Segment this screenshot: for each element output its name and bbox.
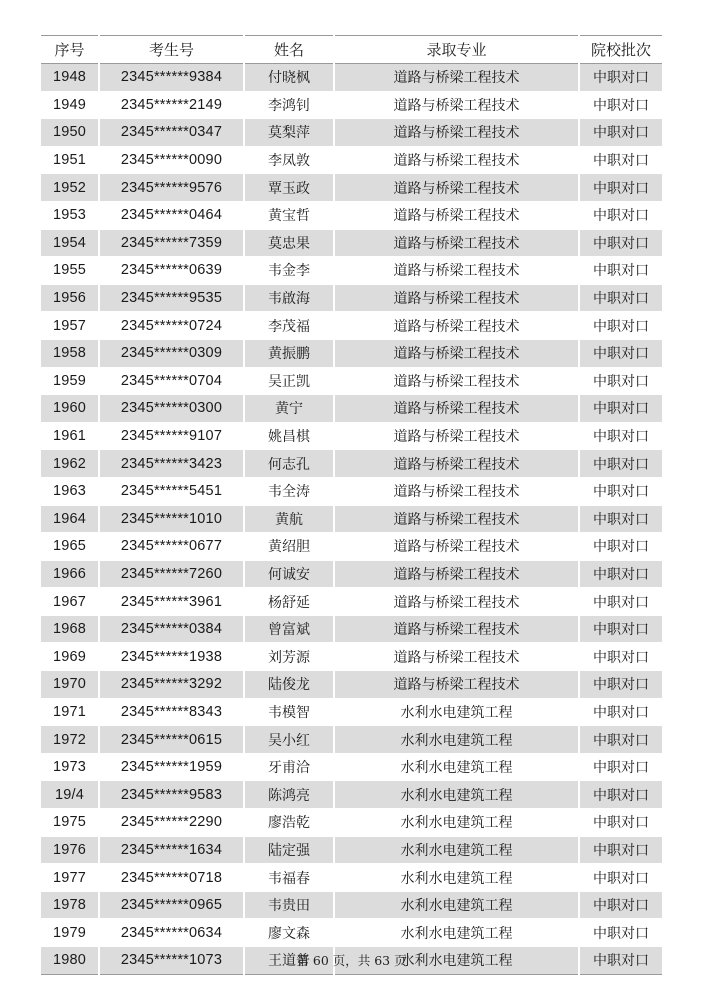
cell-batch: 中职对口 — [579, 781, 662, 809]
cell-exam-id: 2345******9535 — [99, 284, 244, 312]
cell-name: 王道普 — [244, 947, 334, 975]
cell-exam-id: 2345******0309 — [99, 339, 244, 367]
cell-batch: 中职对口 — [579, 588, 662, 616]
table-row — [41, 367, 662, 395]
cell-exam-id: 2345******0704 — [99, 367, 244, 395]
cell-name: 莫忠果 — [244, 229, 334, 257]
cell-major: 道路与桥梁工程技术 — [334, 560, 579, 588]
cell-name: 廖浩乾 — [244, 809, 334, 837]
table-row — [41, 698, 662, 726]
cell-batch: 中职对口 — [579, 919, 662, 947]
cell-name: 姚昌棋 — [244, 422, 334, 450]
table-row — [41, 891, 662, 919]
cell-seq: 1954 — [41, 229, 99, 257]
cell-seq: 1965 — [41, 533, 99, 561]
table-row — [41, 753, 662, 781]
cell-seq: 1973 — [41, 753, 99, 781]
cell-exam-id: 2345******8343 — [99, 698, 244, 726]
cell-batch: 中职对口 — [579, 947, 662, 975]
cell-major: 道路与桥梁工程技术 — [334, 367, 579, 395]
cell-seq: 1960 — [41, 395, 99, 423]
table-row — [41, 919, 662, 947]
cell-exam-id: 2345******7260 — [99, 560, 244, 588]
cell-seq: 1953 — [41, 201, 99, 229]
cell-batch: 中职对口 — [579, 891, 662, 919]
table-row — [41, 395, 662, 423]
cell-seq: 1978 — [41, 891, 99, 919]
table-row — [41, 671, 662, 699]
table-row — [41, 588, 662, 616]
cell-name: 吴正凯 — [244, 367, 334, 395]
table-row — [41, 201, 662, 229]
table-row — [41, 836, 662, 864]
cell-batch: 中职对口 — [579, 698, 662, 726]
cell-name: 陆俊龙 — [244, 671, 334, 699]
cell-name: 陆定强 — [244, 836, 334, 864]
cell-exam-id: 2345******0090 — [99, 146, 244, 174]
cell-name: 曾富斌 — [244, 615, 334, 643]
cell-major: 道路与桥梁工程技术 — [334, 533, 579, 561]
cell-name: 黄宁 — [244, 395, 334, 423]
table-row — [41, 229, 662, 257]
cell-exam-id: 2345******0464 — [99, 201, 244, 229]
cell-exam-id: 2345******9583 — [99, 781, 244, 809]
table-row — [41, 174, 662, 202]
cell-seq: 1962 — [41, 450, 99, 478]
cell-batch: 中职对口 — [579, 367, 662, 395]
table-row — [41, 257, 662, 285]
cell-name: 韦啟海 — [244, 284, 334, 312]
cell-batch: 中职对口 — [579, 836, 662, 864]
cell-seq: 1980 — [41, 947, 99, 975]
table-row — [41, 643, 662, 671]
cell-name: 付晓枫 — [244, 64, 334, 92]
table-row — [41, 450, 662, 478]
cell-major: 水利水电建筑工程 — [334, 864, 579, 892]
cell-name: 韦贵田 — [244, 891, 334, 919]
cell-exam-id: 2345******0615 — [99, 726, 244, 754]
page-footer: 第 60 页，共 63 页 — [296, 953, 407, 968]
cell-batch: 中职对口 — [579, 284, 662, 312]
cell-name: 韦全涛 — [244, 477, 334, 505]
cell-name: 牙甫洽 — [244, 753, 334, 781]
cell-major: 水利水电建筑工程 — [334, 809, 579, 837]
table-row — [41, 339, 662, 367]
admission-table-container — [41, 35, 662, 975]
cell-seq: 1975 — [41, 809, 99, 837]
table-row — [41, 726, 662, 754]
table-row — [41, 533, 662, 561]
cell-major: 道路与桥梁工程技术 — [334, 643, 579, 671]
cell-exam-id: 2345******5451 — [99, 477, 244, 505]
cell-batch: 中职对口 — [579, 560, 662, 588]
table-row — [41, 422, 662, 450]
table-row — [41, 560, 662, 588]
cell-seq: 1963 — [41, 477, 99, 505]
cell-seq: 1959 — [41, 367, 99, 395]
table-row — [41, 505, 662, 533]
table-row — [41, 312, 662, 340]
cell-major: 道路与桥梁工程技术 — [334, 257, 579, 285]
cell-name: 韦福春 — [244, 864, 334, 892]
cell-seq: 1961 — [41, 422, 99, 450]
cell-name: 黄绍胆 — [244, 533, 334, 561]
table-row — [41, 781, 662, 809]
cell-seq: 1951 — [41, 146, 99, 174]
cell-batch: 中职对口 — [579, 615, 662, 643]
cell-exam-id: 2345******0965 — [99, 891, 244, 919]
cell-seq: 1970 — [41, 671, 99, 699]
cell-exam-id: 2345******9576 — [99, 174, 244, 202]
cell-batch: 中职对口 — [579, 229, 662, 257]
cell-exam-id: 2345******1010 — [99, 505, 244, 533]
cell-batch: 中职对口 — [579, 726, 662, 754]
cell-name: 黄航 — [244, 505, 334, 533]
cell-major: 水利水电建筑工程 — [334, 781, 579, 809]
cell-exam-id: 2345******0347 — [99, 119, 244, 147]
table-row — [41, 615, 662, 643]
header-name: 姓名 — [244, 36, 334, 64]
header-exam-id: 考生号 — [99, 36, 244, 64]
cell-major: 道路与桥梁工程技术 — [334, 64, 579, 92]
cell-major: 水利水电建筑工程 — [334, 947, 579, 975]
cell-seq: 1956 — [41, 284, 99, 312]
cell-major: 道路与桥梁工程技术 — [334, 229, 579, 257]
cell-major: 道路与桥梁工程技术 — [334, 146, 579, 174]
cell-exam-id: 2345******2290 — [99, 809, 244, 837]
cell-seq: 1966 — [41, 560, 99, 588]
cell-name: 李茂福 — [244, 312, 334, 340]
cell-major: 道路与桥梁工程技术 — [334, 588, 579, 616]
cell-major: 水利水电建筑工程 — [334, 891, 579, 919]
cell-name: 吴小红 — [244, 726, 334, 754]
cell-exam-id: 2345******0634 — [99, 919, 244, 947]
cell-seq: 1977 — [41, 864, 99, 892]
cell-name: 李凤敦 — [244, 146, 334, 174]
cell-major: 道路与桥梁工程技术 — [334, 395, 579, 423]
cell-exam-id: 2345******3292 — [99, 671, 244, 699]
cell-major: 水利水电建筑工程 — [334, 919, 579, 947]
cell-exam-id: 2345******3961 — [99, 588, 244, 616]
cell-batch: 中职对口 — [579, 450, 662, 478]
cell-major: 道路与桥梁工程技术 — [334, 422, 579, 450]
cell-seq: 1972 — [41, 726, 99, 754]
cell-seq: 1950 — [41, 119, 99, 147]
cell-batch: 中职对口 — [579, 64, 662, 92]
cell-major: 道路与桥梁工程技术 — [334, 505, 579, 533]
cell-seq: 1949 — [41, 91, 99, 119]
table-body — [41, 64, 662, 975]
cell-seq: 1979 — [41, 919, 99, 947]
cell-exam-id: 2345******0677 — [99, 533, 244, 561]
cell-major: 道路与桥梁工程技术 — [334, 615, 579, 643]
table-row — [41, 284, 662, 312]
cell-batch: 中职对口 — [579, 312, 662, 340]
cell-seq: 1976 — [41, 836, 99, 864]
cell-major: 水利水电建筑工程 — [334, 698, 579, 726]
cell-batch: 中职对口 — [579, 422, 662, 450]
cell-name: 刘芳源 — [244, 643, 334, 671]
cell-major: 道路与桥梁工程技术 — [334, 174, 579, 202]
cell-major: 水利水电建筑工程 — [334, 726, 579, 754]
cell-exam-id: 2345******1634 — [99, 836, 244, 864]
table-row — [41, 477, 662, 505]
table-row — [41, 119, 662, 147]
cell-major: 道路与桥梁工程技术 — [334, 450, 579, 478]
cell-name: 何志孔 — [244, 450, 334, 478]
cell-exam-id: 2345******0724 — [99, 312, 244, 340]
cell-major: 道路与桥梁工程技术 — [334, 339, 579, 367]
cell-batch: 中职对口 — [579, 174, 662, 202]
cell-exam-id: 2345******0718 — [99, 864, 244, 892]
cell-seq: 1955 — [41, 257, 99, 285]
cell-name: 廖文森 — [244, 919, 334, 947]
cell-major: 道路与桥梁工程技术 — [334, 91, 579, 119]
cell-batch: 中职对口 — [579, 753, 662, 781]
cell-major: 道路与桥梁工程技术 — [334, 477, 579, 505]
cell-batch: 中职对口 — [579, 671, 662, 699]
cell-seq: 1964 — [41, 505, 99, 533]
header-batch: 院校批次 — [579, 36, 662, 64]
cell-name: 杨舒延 — [244, 588, 334, 616]
cell-seq: 1957 — [41, 312, 99, 340]
cell-name: 李鸿钊 — [244, 91, 334, 119]
header-major: 录取专业 — [334, 36, 579, 64]
table-row — [41, 91, 662, 119]
cell-batch: 中职对口 — [579, 477, 662, 505]
cell-batch: 中职对口 — [579, 505, 662, 533]
cell-exam-id: 2345******3423 — [99, 450, 244, 478]
cell-major: 道路与桥梁工程技术 — [334, 312, 579, 340]
cell-batch: 中职对口 — [579, 91, 662, 119]
cell-batch: 中职对口 — [579, 395, 662, 423]
table-row — [41, 146, 662, 174]
cell-batch: 中职对口 — [579, 201, 662, 229]
cell-batch: 中职对口 — [579, 339, 662, 367]
cell-batch: 中职对口 — [579, 809, 662, 837]
cell-exam-id: 2345******2149 — [99, 91, 244, 119]
cell-name: 莫梨萍 — [244, 119, 334, 147]
cell-exam-id: 2345******1959 — [99, 753, 244, 781]
header-row — [41, 36, 662, 64]
table-row — [41, 864, 662, 892]
cell-name: 韦金李 — [244, 257, 334, 285]
cell-seq: 1967 — [41, 588, 99, 616]
cell-name: 黄振鹏 — [244, 339, 334, 367]
admission-table — [41, 35, 662, 975]
cell-name: 覃玉政 — [244, 174, 334, 202]
cell-seq: 1971 — [41, 698, 99, 726]
table-row — [41, 809, 662, 837]
cell-batch: 中职对口 — [579, 533, 662, 561]
cell-batch: 中职对口 — [579, 257, 662, 285]
cell-exam-id: 2345******9107 — [99, 422, 244, 450]
cell-name: 黄宝哲 — [244, 201, 334, 229]
cell-seq: 1948 — [41, 64, 99, 92]
cell-major: 道路与桥梁工程技术 — [334, 119, 579, 147]
table-row — [41, 64, 662, 92]
cell-seq: 1952 — [41, 174, 99, 202]
cell-seq: 1969 — [41, 643, 99, 671]
cell-major: 道路与桥梁工程技术 — [334, 201, 579, 229]
cell-batch: 中职对口 — [579, 146, 662, 174]
cell-name: 韦模智 — [244, 698, 334, 726]
cell-batch: 中职对口 — [579, 119, 662, 147]
cell-name: 陈鸿亮 — [244, 781, 334, 809]
cell-major: 道路与桥梁工程技术 — [334, 671, 579, 699]
cell-major: 道路与桥梁工程技术 — [334, 284, 579, 312]
cell-exam-id: 2345******1938 — [99, 643, 244, 671]
table-header — [41, 36, 662, 64]
cell-name: 何诚安 — [244, 560, 334, 588]
cell-seq: 1968 — [41, 615, 99, 643]
cell-seq: 19/4 — [41, 781, 99, 809]
cell-exam-id: 2345******0639 — [99, 257, 244, 285]
cell-exam-id: 2345******7359 — [99, 229, 244, 257]
cell-seq: 1958 — [41, 339, 99, 367]
cell-major: 水利水电建筑工程 — [334, 836, 579, 864]
cell-exam-id: 2345******9384 — [99, 64, 244, 92]
cell-exam-id: 2345******0384 — [99, 615, 244, 643]
header-seq: 序号 — [41, 36, 99, 64]
cell-batch: 中职对口 — [579, 864, 662, 892]
cell-batch: 中职对口 — [579, 643, 662, 671]
cell-major: 水利水电建筑工程 — [334, 753, 579, 781]
cell-exam-id: 2345******1073 — [99, 947, 244, 975]
cell-exam-id: 2345******0300 — [99, 395, 244, 423]
